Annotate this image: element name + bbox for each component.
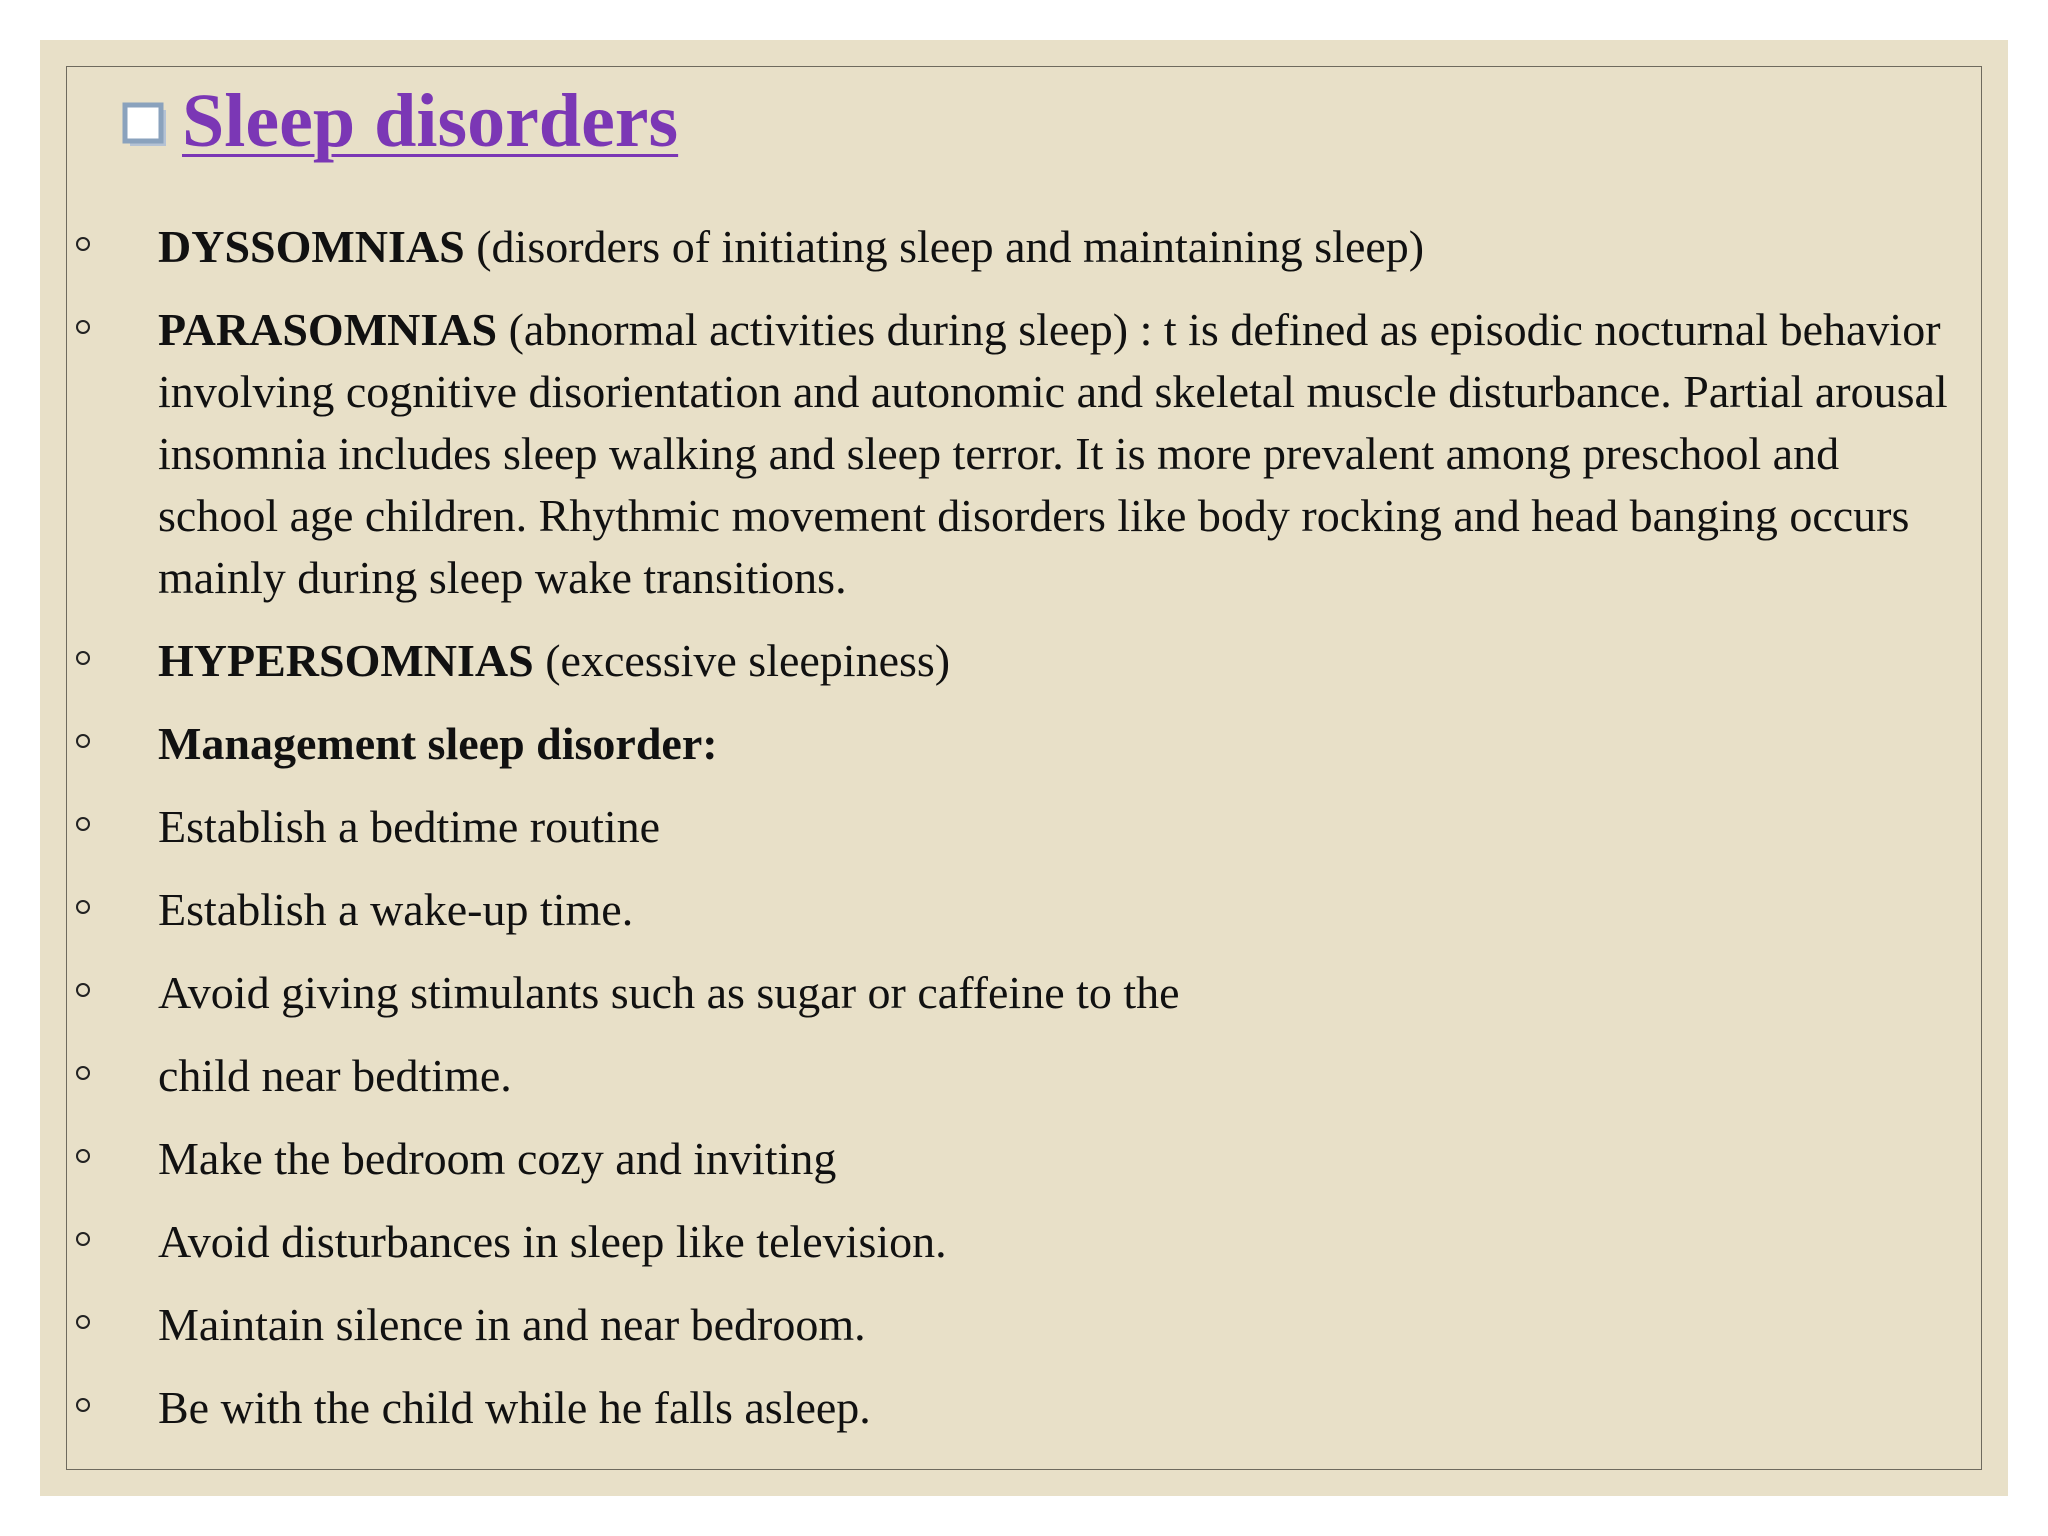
bullet-circle-icon bbox=[76, 237, 90, 251]
bullet-text: Avoid giving stimulants such as sugar or caffeine to the bbox=[158, 967, 1180, 1018]
bullet-item bbox=[76, 1128, 1966, 1190]
bullet-text: Establish a bedtime routine bbox=[158, 801, 661, 852]
bullet-item bbox=[76, 962, 1966, 1024]
bullet-item bbox=[76, 796, 1966, 858]
bullet-item bbox=[76, 1211, 1966, 1273]
checkbox-square-icon bbox=[122, 102, 170, 150]
title-row bbox=[122, 74, 678, 169]
bullet-circle-icon bbox=[76, 1315, 90, 1329]
bullet-text: Establish a wake-up time. bbox=[158, 884, 634, 935]
bullet-term: DYSSOMNIAS bbox=[158, 221, 465, 272]
bullet-circle-icon bbox=[76, 651, 90, 665]
bullet-circle-icon bbox=[76, 1232, 90, 1246]
bullet-item bbox=[76, 713, 1966, 775]
bullet-item bbox=[76, 1045, 1966, 1107]
bullet-item bbox=[76, 299, 1966, 609]
bullet-circle-icon bbox=[76, 320, 90, 334]
slide-title: Sleep disorders bbox=[182, 79, 679, 163]
bullet-text: Be with the child while he falls asleep. bbox=[158, 1382, 871, 1433]
bullet-list bbox=[76, 216, 1966, 1460]
bullet-circle-icon bbox=[76, 734, 90, 748]
bullet-text: (abnormal activities during sleep) : t is defined as episodic nocturnal behavior involving cognitive disorientation and autonomic and skeletal muscle disturbance. Partial arousal insomnia includes sleep walking and sleep terror. It is more prevalent among preschool and school age children. Rhythmic movement disorders like body rocking and head banging occurs mainly during sleep wake transitions. bbox=[158, 304, 1948, 603]
bullet-item bbox=[76, 216, 1966, 278]
bullet-item bbox=[76, 630, 1966, 692]
bullet-text: child near bedtime. bbox=[158, 1050, 512, 1101]
bullet-item bbox=[76, 1294, 1966, 1356]
bullet-item bbox=[76, 1377, 1966, 1439]
bullet-text: Maintain silence in and near bedroom. bbox=[158, 1299, 866, 1350]
bullet-circle-icon bbox=[76, 1398, 90, 1412]
bullet-circle-icon bbox=[76, 817, 90, 831]
bullet-term: PARASOMNIAS bbox=[158, 304, 498, 355]
bullet-text: Avoid disturbances in sleep like television. bbox=[158, 1216, 947, 1267]
bullet-text: (excessive sleepiness) bbox=[533, 635, 951, 686]
bullet-term: HYPERSOMNIAS bbox=[158, 635, 534, 686]
bullet-item bbox=[76, 879, 1966, 941]
slide bbox=[40, 40, 2008, 1496]
bullet-term: Management sleep disorder: bbox=[158, 718, 718, 769]
bullet-text: (disorders of initiating sleep and maintaining sleep) bbox=[464, 221, 1425, 272]
bullet-text: Make the bedroom cozy and inviting bbox=[158, 1133, 837, 1184]
bullet-circle-icon bbox=[76, 1149, 90, 1163]
bullet-circle-icon bbox=[76, 900, 90, 914]
bullet-circle-icon bbox=[76, 983, 90, 997]
bullet-circle-icon bbox=[76, 1066, 90, 1080]
